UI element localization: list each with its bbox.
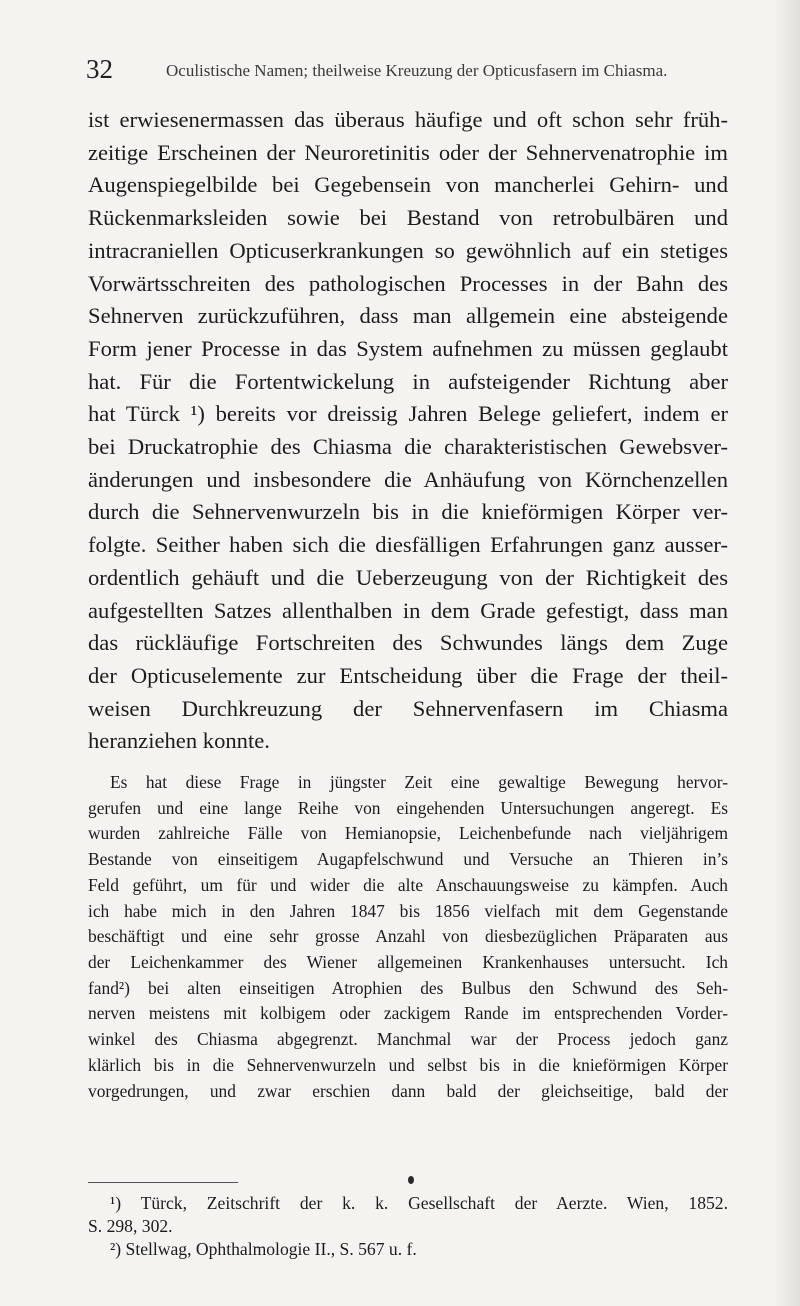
running-head-title: Oculistische Namen; theilweise Kreuzung der Opticusfasern im Chiasma.	[166, 61, 668, 80]
text-line: ist erwiesenermassen das überaus häufige und oft schon sehr früh-	[88, 107, 728, 132]
body-text	[88, 104, 728, 1104]
text-line: Augenspiegelbilde bei Gegebensein von mancherlei Gehirn- und	[88, 172, 728, 198]
footnote-2: ²) Stellwag, Ophthalmologie II., S. 567 u. f.	[110, 1239, 417, 1259]
small-text-line: ich habe mich in den Jahren 1847 bis 1856 vielfach mit dem Gegenstande	[88, 900, 728, 921]
text-line: das rückläufige Fortschreiten des Schwundes längs dem Zuge	[88, 630, 728, 656]
page-number: 32	[86, 54, 113, 84]
small-text-line: fand²) bei alten einseitigen Atrophien des Bulbus den Schwund des Seh-	[88, 977, 728, 998]
small-text-line: vorgedrungen, und zwar erschien dann bald der gleichseitige, bald der	[88, 1080, 728, 1101]
main-paragraph	[88, 104, 728, 758]
text-line: hat Türck ¹) bereits vor dreissig Jahren Belege geliefert, indem er	[88, 401, 728, 427]
text-line: Form jener Processe in das System aufnehmen zu müssen geglaubt	[88, 335, 728, 361]
small-text-line: Es hat diese Frage in jüngster Zeit eine gewaltige Bewegung hervor-	[110, 772, 728, 793]
small-text-line: wurden zahlreiche Fälle von Hemianopsie, Leichenbefunde nach vieljährigem	[88, 823, 728, 844]
page-edge-shadow	[774, 0, 800, 1306]
small-print-paragraph	[88, 770, 728, 1104]
footnote-1: ¹) Türck, Zeitschrift der k. k. Gesellschaft der Aerzte. Wien, 1852.	[110, 1193, 728, 1213]
footnote-divider	[88, 1182, 238, 1183]
text-line: der Opticuselemente zur Entscheidung über die Frage der theil-	[88, 662, 728, 688]
text-line: zeitige Erscheinen der Neuroretinitis oder der Sehnervenatrophie im	[88, 139, 728, 165]
text-line: Rückenmarksleiden sowie bei Bestand von retrobulbären und	[88, 205, 728, 231]
text-line: folgte. Seither haben sich die diesfälligen Erfahrungen ganz ausser-	[88, 532, 728, 558]
small-text-line: der Leichenkammer des Wiener allgemeinen Krankenhauses untersucht. Ich	[88, 951, 728, 972]
text-line: intracraniellen Opticuserkrankungen so gewöhnlich auf ein stetiges	[88, 237, 728, 263]
small-text-line: beschäftigt und eine sehr grosse Anzahl von diesbezüglichen Präparaten aus	[88, 926, 728, 947]
text-line: hat. Für die Fortentwickelung in aufsteigender Richtung aber	[88, 368, 728, 394]
text-line: bei Druckatrophie des Chiasma die charakteristischen Gewebsver-	[88, 434, 728, 460]
ink-spot	[408, 1176, 414, 1184]
small-text-line: klärlich bis in die Sehnervenwurzeln und selbst bis in die knieförmigen Körper	[88, 1054, 728, 1075]
small-text-line: gerufen und eine lange Reihe von eingehenden Untersuchungen angeregt. Es	[88, 797, 728, 818]
text-line: Vorwärtsschreiten des pathologischen Processes in der Bahn des	[88, 270, 728, 296]
text-line: änderungen und insbesondere die Anhäufung von Körnchenzellen	[88, 466, 728, 492]
small-text-line: Bestande von einseitigem Augapfelschwund und Versuche an Thieren in’s	[88, 849, 728, 870]
text-line: durch die Sehnervenwurzeln bis in die knieförmigen Körper ver-	[88, 499, 728, 525]
footnotes	[88, 1192, 728, 1261]
footnote-1-continuation: S. 298, 302.	[88, 1216, 173, 1236]
text-line: ordentlich gehäuft und die Ueberzeugung von der Richtigkeit des	[88, 564, 728, 590]
text-line: heranziehen konnte.	[88, 728, 270, 754]
small-text-line: nerven meistens mit kolbigem oder zackigem Rande im entsprechenden Vorder-	[88, 1003, 728, 1024]
small-text-line: winkel des Chiasma abgegrenzt. Manchmal war der Process jedoch ganz	[88, 1029, 728, 1050]
text-line: aufgestellten Satzes allenthalben in dem Grade gefestigt, dass man	[88, 597, 728, 623]
running-head	[86, 54, 726, 84]
text-line: weisen Durchkreuzung der Sehnervenfasern im Chiasma	[88, 695, 728, 721]
small-text-line: Feld geführt, um für und wider die alte Anschauungsweise zu kämpfen. Auch	[88, 874, 728, 895]
text-line: Sehnerven zurückzuführen, dass man allgemein eine absteigende	[88, 303, 728, 329]
